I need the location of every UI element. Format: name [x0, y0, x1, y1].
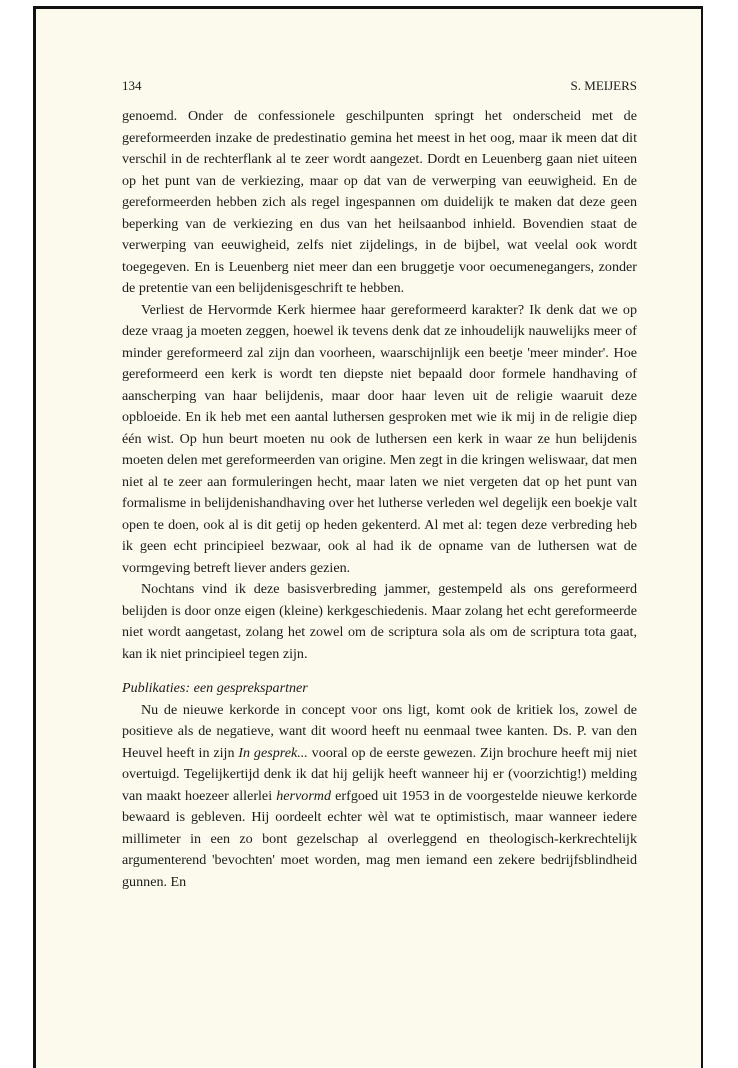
page-number: 134	[122, 78, 142, 93]
p4-book-title: In gesprek...	[238, 744, 308, 761]
p4-text-b: vooral op de eerste gewezen. Zijn brochure heeft mij niet overtuigd. Tegelijkertijd denk ik dat hij gelijk heeft wanneer hij er (voorzichtig!) melding van maakt hoezeer allerlei	[122, 744, 638, 804]
p4-text-a: Nu de nieuwe kerkorde in concept voor ons ligt, komt ook de kritiek los, zowel de positieve als de negatieve, want dit woord heeft nu eenmaal twee kanten. Ds. P. van den Heuvel heeft in zijn	[122, 701, 637, 761]
paragraph-4	[122, 700, 637, 894]
body-text	[122, 106, 637, 893]
section-heading: Publikaties: een gesprekspartner	[122, 680, 308, 696]
p4-term: hervormd	[276, 787, 332, 804]
p4-text-c: erfgoed uit 1953 in de voorgestelde nieuwe kerkorde bewaard is gebleven. Hij oordeelt echter wèl wat te optimistisch, maar wanneer iedere millimeter in een zo bont gezelschap al overleggend en theologisch-kerkrechtelijk argumenterend 'bevochten' moet worden, mag men iemand een zekere bedrijfsblindheid gunnen. En	[122, 787, 637, 890]
running-head: S. MEIJERS	[570, 78, 637, 93]
paragraph-3: Nochtans vind ik deze basisverbreding jammer, gestempeld als ons gereformeerd belijden is door onze eigen (kleine) kerkgeschiedenis. Maar zolang het echt gereformeerde niet wordt aangetast, zolang het zowel om de scriptura sola als om de scriptura tota gaat, kan ik niet principieel tegen zijn.	[122, 581, 637, 662]
page-header	[122, 78, 637, 94]
paragraph-2: Verliest de Hervormde Kerk hiermee haar gereformeerd karakter? Ik denk dat we op deze vraag ja moeten zeggen, hoewel ik tevens denk dat ze inhoudelijk nauwelijks meer of minder gereformeerd zal zijn dan voorheen, waarschijnlijk een beetje 'meer minder'. Hoe gereformeerd een kerk is wordt ten diepste niet bepaald door formele handhaving of aanscherping van haar belijdenis, maar door haar leven uit de religie waaruit deze opbloeide. En ik heb met een aantal luthersen gesproken met wie ik mij in de religie diep één wist. Op hun beurt moeten nu ook de luthersen een kerk in waar ze hun belijdenis moeten delen met gereformeerden van origine. Men zegt in die kringen weliswaar, dat men niet al te zeer aan formuleringen hecht, maar laten we niet vergeten dat op het punt van formalisme in belijdenishandhaving over het lutherse verleden wel degelijk een boekje valt open te doen, ook al is dit getij op heden gekenterd. Al met al: tegen deze verbreding heb ik geen echt principieel bezwaar, ook al had ik de opname van de luthersen wat de vormgeving betreft liever anders gezien.	[122, 301, 637, 576]
paragraph-1: genoemd. Onder de confessionele geschilpunten springt het onderscheid met de gereformeerden inzake de predestinatio gemina het meest in het oog, maar ik meen dat dit verschil in de rechterflank al te zeer wordt aangezet. Dordt en Leuenberg gaan niet uiteen op het punt van de verkiezing, maar op dat van de verwerping van eeuwigheid. En de gereformeerden hebben zich als regel ingespannen om duidelijk te maken dat deze geen beperking van de verkiezing en dus van het heilsaanbod inhield. Bovendien staat de verwerping van eeuwigheid, zelfs niet zijdelings, in de bijbel, wat veelal ook wordt toegegeven. En is Leuenberg niet meer dan een bruggetje voor oecumenegangers, zonder de pretentie van een belijdenisgeschrift te hebben.	[122, 108, 637, 296]
